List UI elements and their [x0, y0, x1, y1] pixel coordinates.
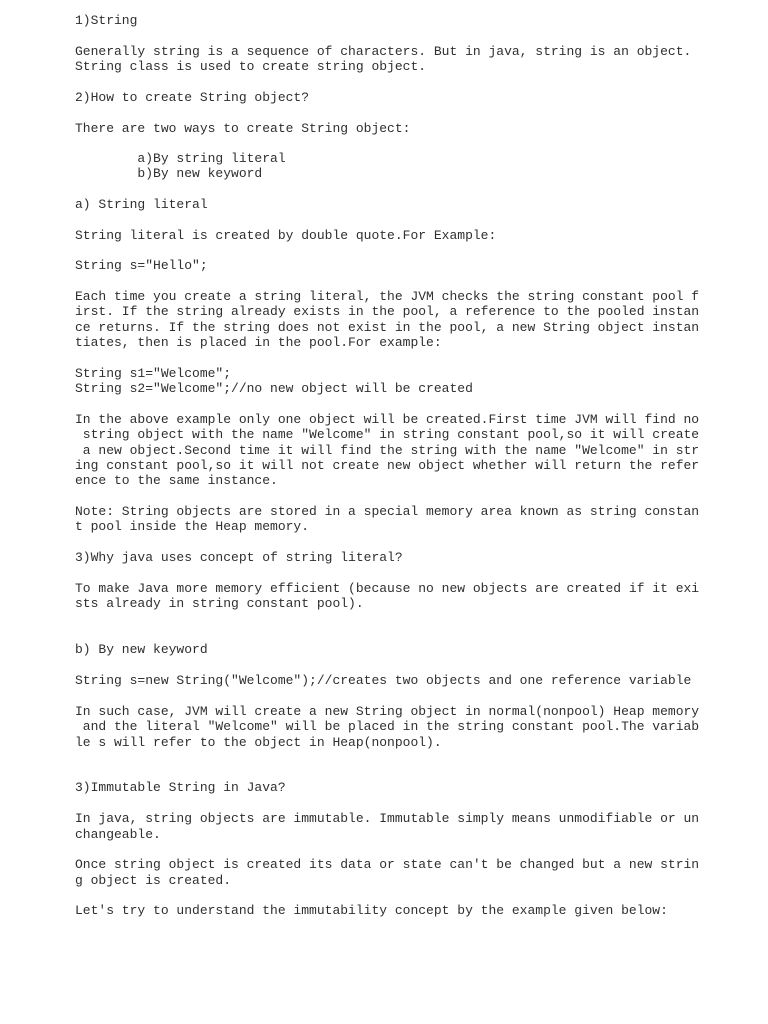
note-line: Note: String objects are stored in a special memory area known as string constan [75, 504, 700, 519]
text-line: Each time you create a string literal, the JVM checks the string constant pool f [75, 289, 700, 304]
text-line: irst. If the string already exists in the pool, a reference to the pooled instan [75, 304, 700, 319]
text-line: To make Java more memory efficient (because no new objects are created if it exi [75, 581, 700, 596]
heading-string: 1)String [75, 13, 138, 28]
text-line: ce returns. If the string does not exist in the pool, a new String object instan [75, 320, 700, 335]
text-line: In such case, JVM will create a new String object in normal(nonpool) Heap memory [75, 704, 700, 719]
heading-string-literal: a) String literal [75, 197, 208, 212]
code-line: String s="Hello"; [75, 258, 208, 273]
text-line: ence to the same instance. [75, 473, 278, 488]
text-line: g object is created. [75, 873, 232, 888]
text-line: le s will refer to the object in Heap(nonpool). [75, 735, 442, 750]
text-line: sts already in string constant pool). [75, 596, 364, 611]
text-line: Once string object is created its data or state can't be changed but a new strin [75, 857, 700, 872]
list-item: a)By string literal [75, 151, 286, 166]
code-line: String s=new String("Welcome");//creates two objects and one reference variable [75, 673, 692, 688]
text-line: String class is used to create string object. [75, 59, 427, 74]
text-line: a new object.Second time it will find the string with the name "Welcome" in str [75, 443, 700, 458]
text-line: In the above example only one object will be created.First time JVM will find no [75, 412, 700, 427]
text-line: There are two ways to create String object: [75, 121, 411, 136]
text-line: tiates, then is placed in the pool.For example: [75, 335, 442, 350]
text-line: ing constant pool,so it will not create new object whether will return the refer [75, 458, 700, 473]
text-line: In java, string objects are immutable. Immutable simply means unmodifiable or un [75, 811, 700, 826]
note-line: t pool inside the Heap memory. [75, 519, 310, 534]
text-line: string object with the name "Welcome" in string constant pool,so it will create [75, 427, 700, 442]
code-line: String s1="Welcome"; [75, 366, 232, 381]
text-line: Let's try to understand the immutability concept by the example given below: [75, 903, 668, 918]
heading-immutable-string: 3)Immutable String in Java? [75, 780, 286, 795]
list-item: b)By new keyword [75, 166, 263, 181]
code-line: String s2="Welcome";//no new object will be created [75, 381, 473, 396]
text-line: changeable. [75, 827, 161, 842]
text-line: Generally string is a sequence of characters. But in java, string is an object. [75, 44, 692, 59]
text-line: String literal is created by double quote.For Example: [75, 228, 497, 243]
heading-why-literal: 3)Why java uses concept of string literal? [75, 550, 403, 565]
heading-how-to-create: 2)How to create String object? [75, 90, 310, 105]
text-line: and the literal "Welcome" will be placed in the string constant pool.The variab [75, 719, 700, 734]
heading-new-keyword: b) By new keyword [75, 642, 208, 657]
